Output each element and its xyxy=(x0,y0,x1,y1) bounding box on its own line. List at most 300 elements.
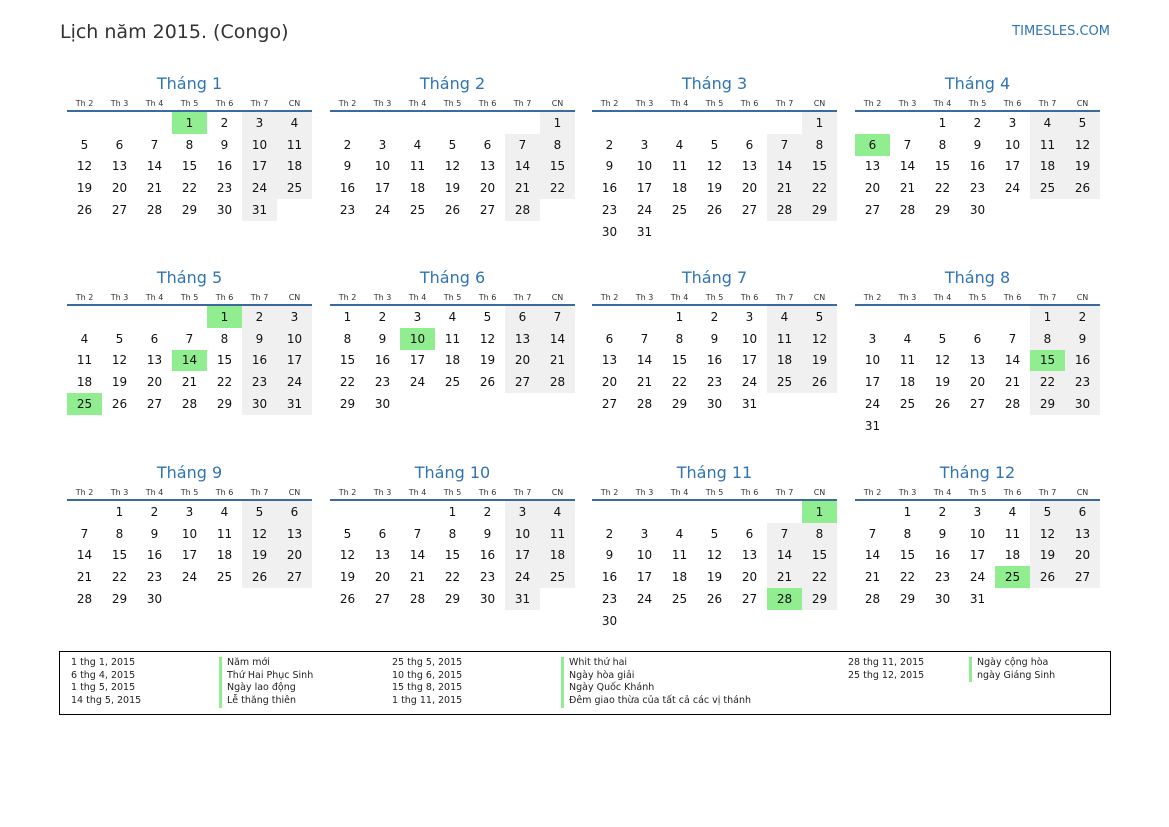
weekday-label: CN xyxy=(551,293,564,302)
day-cell: 3 xyxy=(378,137,387,152)
day-cell: 6 xyxy=(277,501,312,523)
day-cell: 30 xyxy=(1065,393,1100,415)
day-cell: 5 xyxy=(483,309,492,324)
holiday-day-cell: 14 xyxy=(172,350,207,372)
day-cell: 21 xyxy=(146,181,163,196)
day-cell: 24 xyxy=(636,592,653,607)
day-cell: 21 xyxy=(899,181,916,196)
day-cell: 2 xyxy=(343,137,352,152)
weekday-label: Th 7 xyxy=(250,99,269,108)
legend-date: 25 thg 5, 2015 xyxy=(392,657,463,668)
day-cell: 3 xyxy=(640,526,649,541)
day-cell: 12 xyxy=(339,548,356,563)
weekday-label: Th 4 xyxy=(408,99,427,108)
empty-cell xyxy=(960,306,995,328)
legend-holiday-name: Ngày cộng hòa xyxy=(969,657,1055,670)
day-cell: 2 xyxy=(1065,306,1100,328)
day-cell: 16 xyxy=(479,548,496,563)
day-cell: 7 xyxy=(767,134,802,156)
day-cell: 26 xyxy=(76,203,93,218)
day-cell: 5 xyxy=(115,331,124,346)
legend-date: 1 thg 1, 2015 xyxy=(71,657,136,668)
day-cell: 19 xyxy=(706,181,723,196)
day-cell: 17 xyxy=(969,548,986,563)
day-cell: 6 xyxy=(150,331,159,346)
day-cell: 20 xyxy=(277,545,312,567)
weekday-label: Th 7 xyxy=(775,99,794,108)
weekday-label: CN xyxy=(1076,488,1089,497)
day-cell: 3 xyxy=(1008,115,1017,130)
weekday-label: Th 3 xyxy=(635,99,654,108)
day-cell: 6 xyxy=(745,526,754,541)
day-cell: 15 xyxy=(802,545,837,567)
day-grid xyxy=(855,306,1100,437)
day-cell: 1 xyxy=(1030,306,1065,328)
day-cell: 16 xyxy=(969,159,986,174)
month-calendar xyxy=(592,73,837,243)
weekday-label: Th 6 xyxy=(478,488,497,497)
day-cell: 13 xyxy=(374,548,391,563)
month-calendar xyxy=(855,462,1100,610)
weekday-header xyxy=(330,98,575,112)
day-cell: 10 xyxy=(636,548,653,563)
day-cell: 14 xyxy=(899,159,916,174)
day-cell: 1 xyxy=(675,309,684,324)
day-cell: 11 xyxy=(409,159,426,174)
day-cell: 13 xyxy=(741,159,758,174)
empty-cell xyxy=(697,501,732,523)
weekday-header xyxy=(592,98,837,112)
weekday-label: Th 2 xyxy=(75,293,94,302)
day-cell: 20 xyxy=(1065,545,1100,567)
month-title: Tháng 3 xyxy=(681,74,748,93)
day-cell: 12 xyxy=(444,159,461,174)
day-cell: 10 xyxy=(181,526,198,541)
day-cell: 7 xyxy=(1008,331,1017,346)
day-cell: 9 xyxy=(605,159,614,174)
weekday-label: Th 7 xyxy=(775,293,794,302)
weekday-label: Th 5 xyxy=(443,488,462,497)
day-cell: 14 xyxy=(767,156,802,178)
day-cell: 2 xyxy=(605,137,614,152)
day-cell: 4 xyxy=(277,112,312,134)
day-cell: 22 xyxy=(111,570,128,585)
weekday-label: Th 2 xyxy=(600,488,619,497)
legend-date: 10 thg 6, 2015 xyxy=(392,669,463,681)
day-cell: 1 xyxy=(448,504,457,519)
day-cell: 6 xyxy=(973,331,982,346)
day-cell: 7 xyxy=(903,137,912,152)
weekday-label: Th 4 xyxy=(145,99,164,108)
day-cell: 17 xyxy=(636,181,653,196)
day-cell: 23 xyxy=(601,203,618,218)
day-cell: 15 xyxy=(216,353,233,368)
weekday-header xyxy=(855,292,1100,306)
day-cell: 15 xyxy=(339,353,356,368)
day-cell: 2 xyxy=(150,504,159,519)
day-cell: 16 xyxy=(706,353,723,368)
day-cell: 30 xyxy=(706,397,723,412)
day-cell: 28 xyxy=(899,203,916,218)
day-cell: 31 xyxy=(969,592,986,607)
day-grid xyxy=(330,112,575,221)
weekday-label: Th 4 xyxy=(933,488,952,497)
legend-names-col-3 xyxy=(969,657,1055,682)
day-cell: 29 xyxy=(181,203,198,218)
weekday-label: Th 3 xyxy=(110,293,129,302)
legend-date: 25 thg 12, 2015 xyxy=(848,669,925,681)
day-cell: 10 xyxy=(277,328,312,350)
day-cell: 10 xyxy=(505,523,540,545)
legend-holiday-name: Whit thứ hai xyxy=(561,657,751,670)
day-cell: 12 xyxy=(1030,523,1065,545)
legend-holiday-name: Lễ thăng thiên xyxy=(219,695,313,708)
month-title: Tháng 12 xyxy=(939,463,1016,482)
weekday-header xyxy=(67,292,312,306)
day-cell: 27 xyxy=(111,203,128,218)
day-cell: 14 xyxy=(409,548,426,563)
day-cell: 8 xyxy=(675,331,684,346)
day-cell: 9 xyxy=(220,137,229,152)
day-cell: 23 xyxy=(339,203,356,218)
weekday-label: CN xyxy=(813,488,826,497)
day-cell: 6 xyxy=(483,137,492,152)
weekday-label: Th 3 xyxy=(635,488,654,497)
empty-cell xyxy=(137,112,172,134)
day-cell: 23 xyxy=(706,375,723,390)
day-cell: 13 xyxy=(146,353,163,368)
day-cell: 18 xyxy=(409,181,426,196)
weekday-label: Th 4 xyxy=(408,488,427,497)
empty-cell xyxy=(330,112,365,134)
weekday-label: Th 6 xyxy=(740,488,759,497)
weekday-label: Th 6 xyxy=(215,99,234,108)
day-cell: 21 xyxy=(636,375,653,390)
site-link[interactable]: TIMESLES.COM xyxy=(1012,24,1110,39)
day-cell: 26 xyxy=(479,375,496,390)
day-cell: 20 xyxy=(146,375,163,390)
weekday-label: Th 3 xyxy=(635,293,654,302)
weekday-label: Th 6 xyxy=(478,293,497,302)
day-cell: 16 xyxy=(374,353,391,368)
legend-holiday-name: Ngày hòa giải xyxy=(561,670,751,683)
weekday-label: CN xyxy=(1076,293,1089,302)
day-cell: 1 xyxy=(802,112,837,134)
weekday-label: Th 3 xyxy=(898,488,917,497)
day-cell: 5 xyxy=(1065,112,1100,134)
empty-cell xyxy=(592,112,627,134)
day-cell: 12 xyxy=(479,331,496,346)
day-cell: 19 xyxy=(706,570,723,585)
empty-cell xyxy=(732,112,767,134)
day-cell: 26 xyxy=(111,397,128,412)
legend-holiday-name: Ngày Quốc Khánh xyxy=(561,682,751,695)
day-cell: 18 xyxy=(216,548,233,563)
empty-cell xyxy=(697,112,732,134)
day-cell: 1 xyxy=(540,112,575,134)
day-cell: 26 xyxy=(1030,566,1065,588)
day-cell: 13 xyxy=(277,523,312,545)
day-cell: 12 xyxy=(76,159,93,174)
day-cell: 5 xyxy=(710,526,719,541)
day-cell: 9 xyxy=(1065,328,1100,350)
day-cell: 24 xyxy=(374,203,391,218)
day-cell: 18 xyxy=(76,375,93,390)
month-calendar xyxy=(67,73,312,221)
empty-cell xyxy=(767,112,802,134)
month-title: Tháng 6 xyxy=(419,268,486,287)
day-cell: 18 xyxy=(444,353,461,368)
weekday-header xyxy=(855,487,1100,501)
day-cell: 4 xyxy=(80,331,89,346)
day-cell: 4 xyxy=(903,331,912,346)
weekday-label: Th 7 xyxy=(513,293,532,302)
weekday-label: Th 5 xyxy=(968,293,987,302)
day-cell: 26 xyxy=(706,592,723,607)
month-title: Tháng 1 xyxy=(156,74,223,93)
weekday-label: Th 4 xyxy=(145,488,164,497)
day-cell: 6 xyxy=(1065,501,1100,523)
day-cell: 9 xyxy=(242,328,277,350)
day-cell: 9 xyxy=(150,526,159,541)
weekday-label: CN xyxy=(813,293,826,302)
day-cell: 2 xyxy=(483,504,492,519)
day-cell: 11 xyxy=(216,526,233,541)
legend-date: 1 thg 11, 2015 xyxy=(392,695,463,707)
day-cell: 18 xyxy=(277,156,312,178)
day-cell: 20 xyxy=(374,570,391,585)
day-cell: 18 xyxy=(540,545,575,567)
day-grid xyxy=(592,306,837,415)
day-cell: 7 xyxy=(767,523,802,545)
day-cell: 27 xyxy=(1065,566,1100,588)
day-cell: 4 xyxy=(767,306,802,328)
weekday-label: Th 3 xyxy=(110,99,129,108)
day-cell: 14 xyxy=(146,159,163,174)
day-cell: 27 xyxy=(505,371,540,393)
day-cell: 4 xyxy=(675,526,684,541)
day-cell: 14 xyxy=(505,156,540,178)
day-cell: 22 xyxy=(802,566,837,588)
day-cell: 9 xyxy=(710,331,719,346)
weekday-label: Th 5 xyxy=(705,293,724,302)
day-cell: 27 xyxy=(741,203,758,218)
day-cell: 23 xyxy=(1065,371,1100,393)
day-cell: 27 xyxy=(969,397,986,412)
day-cell: 27 xyxy=(374,592,391,607)
legend-date: 1 thg 5, 2015 xyxy=(71,682,136,694)
day-cell: 24 xyxy=(741,375,758,390)
day-grid xyxy=(855,501,1100,610)
day-cell: 20 xyxy=(741,570,758,585)
day-cell: 17 xyxy=(864,375,881,390)
weekday-label: Th 5 xyxy=(443,99,462,108)
empty-cell xyxy=(890,112,925,134)
month-title: Tháng 5 xyxy=(156,268,223,287)
day-cell: 19 xyxy=(242,545,277,567)
day-cell: 5 xyxy=(938,331,947,346)
day-cell: 11 xyxy=(76,353,93,368)
weekday-label: Th 7 xyxy=(1038,293,1057,302)
day-cell: 13 xyxy=(111,159,128,174)
day-cell: 5 xyxy=(802,306,837,328)
day-cell: 19 xyxy=(1030,545,1065,567)
day-cell: 30 xyxy=(601,613,618,628)
day-cell: 15 xyxy=(111,548,128,563)
day-cell: 7 xyxy=(640,331,649,346)
day-cell: 19 xyxy=(802,350,837,372)
empty-cell xyxy=(67,306,102,328)
day-cell: 4 xyxy=(448,309,457,324)
day-cell: 22 xyxy=(899,570,916,585)
day-cell: 24 xyxy=(864,397,881,412)
day-cell: 16 xyxy=(242,350,277,372)
page-title: Lịch năm 2015. (Congo) xyxy=(60,21,289,43)
day-cell: 28 xyxy=(1004,397,1021,412)
weekday-label: Th 2 xyxy=(338,293,357,302)
day-cell: 17 xyxy=(374,181,391,196)
weekday-label: Th 6 xyxy=(1003,293,1022,302)
weekday-label: Th 2 xyxy=(863,99,882,108)
day-cell: 30 xyxy=(934,592,951,607)
day-cell: 24 xyxy=(181,570,198,585)
weekday-label: Th 7 xyxy=(775,488,794,497)
empty-cell xyxy=(855,112,890,134)
day-cell: 23 xyxy=(216,181,233,196)
day-cell: 22 xyxy=(181,181,198,196)
empty-cell xyxy=(102,306,137,328)
day-cell: 6 xyxy=(378,526,387,541)
legend-date: 14 thg 5, 2015 xyxy=(71,695,142,707)
day-cell: 3 xyxy=(745,309,754,324)
day-cell: 2 xyxy=(605,526,614,541)
month-calendar xyxy=(592,267,837,415)
day-cell: 21 xyxy=(767,177,802,199)
day-cell: 18 xyxy=(1030,156,1065,178)
month-calendar xyxy=(330,267,575,415)
day-cell: 3 xyxy=(868,331,877,346)
day-cell: 5 xyxy=(448,137,457,152)
day-cell: 29 xyxy=(934,203,951,218)
day-cell: 3 xyxy=(413,309,422,324)
day-cell: 12 xyxy=(1065,134,1100,156)
day-cell: 25 xyxy=(540,566,575,588)
day-cell: 27 xyxy=(479,203,496,218)
day-cell: 12 xyxy=(706,159,723,174)
day-cell: 26 xyxy=(1065,177,1100,199)
day-cell: 7 xyxy=(80,526,89,541)
day-cell: 23 xyxy=(969,181,986,196)
day-cell: 1 xyxy=(115,504,124,519)
weekday-header xyxy=(330,487,575,501)
weekday-label: Th 5 xyxy=(705,99,724,108)
legend-date: 6 thg 4, 2015 xyxy=(71,669,136,681)
day-cell: 31 xyxy=(505,588,540,610)
day-cell: 28 xyxy=(505,199,540,221)
empty-cell xyxy=(592,501,627,523)
day-grid xyxy=(592,501,837,632)
day-cell: 21 xyxy=(76,570,93,585)
day-cell: 22 xyxy=(671,375,688,390)
weekday-label: Th 2 xyxy=(600,293,619,302)
weekday-header xyxy=(592,487,837,501)
day-cell: 30 xyxy=(216,203,233,218)
month-calendar xyxy=(67,462,312,610)
day-cell: 4 xyxy=(675,137,684,152)
day-cell: 22 xyxy=(339,375,356,390)
day-cell: 22 xyxy=(444,570,461,585)
day-cell: 29 xyxy=(339,397,356,412)
day-cell: 29 xyxy=(899,592,916,607)
day-cell: 28 xyxy=(767,199,802,221)
day-cell: 19 xyxy=(934,375,951,390)
weekday-label: Th 6 xyxy=(740,99,759,108)
day-cell: 22 xyxy=(540,177,575,199)
day-cell: 24 xyxy=(277,371,312,393)
weekday-label: Th 4 xyxy=(670,99,689,108)
day-cell: 6 xyxy=(115,137,124,152)
day-cell: 23 xyxy=(479,570,496,585)
day-cell: 28 xyxy=(540,371,575,393)
day-cell: 25 xyxy=(767,371,802,393)
day-cell: 3 xyxy=(242,112,277,134)
weekday-label: Th 5 xyxy=(705,488,724,497)
day-cell: 30 xyxy=(969,203,986,218)
day-cell: 19 xyxy=(339,570,356,585)
day-cell: 23 xyxy=(601,592,618,607)
day-cell: 12 xyxy=(242,523,277,545)
day-cell: 24 xyxy=(505,566,540,588)
day-cell: 22 xyxy=(216,375,233,390)
holiday-day-cell: 15 xyxy=(1030,350,1065,372)
weekday-label: Th 7 xyxy=(250,488,269,497)
day-cell: 2 xyxy=(710,309,719,324)
empty-cell xyxy=(435,112,470,134)
weekday-label: Th 2 xyxy=(863,488,882,497)
day-cell: 30 xyxy=(374,397,391,412)
weekday-label: Th 5 xyxy=(180,99,199,108)
day-cell: 15 xyxy=(181,159,198,174)
empty-cell xyxy=(365,112,400,134)
weekday-label: CN xyxy=(1076,99,1089,108)
day-cell: 16 xyxy=(934,548,951,563)
day-cell: 3 xyxy=(973,504,982,519)
day-cell: 7 xyxy=(505,134,540,156)
day-cell: 4 xyxy=(220,504,229,519)
weekday-label: Th 6 xyxy=(740,293,759,302)
empty-cell xyxy=(102,112,137,134)
day-cell: 10 xyxy=(374,159,391,174)
month-calendar xyxy=(592,462,837,632)
day-cell: 19 xyxy=(479,353,496,368)
day-cell: 8 xyxy=(343,331,352,346)
day-cell: 16 xyxy=(601,570,618,585)
day-cell: 29 xyxy=(802,588,837,610)
empty-cell xyxy=(470,112,505,134)
month-title: Tháng 10 xyxy=(414,463,491,482)
weekday-label: Th 7 xyxy=(1038,99,1057,108)
day-cell: 23 xyxy=(934,570,951,585)
weekday-header xyxy=(855,98,1100,112)
legend-date: 15 thg 8, 2015 xyxy=(392,682,463,694)
day-cell: 20 xyxy=(969,375,986,390)
day-cell: 14 xyxy=(76,548,93,563)
day-cell: 19 xyxy=(1065,156,1100,178)
day-cell: 27 xyxy=(601,397,618,412)
empty-cell xyxy=(67,112,102,134)
holiday-day-cell: 6 xyxy=(855,134,890,156)
day-cell: 2 xyxy=(242,306,277,328)
